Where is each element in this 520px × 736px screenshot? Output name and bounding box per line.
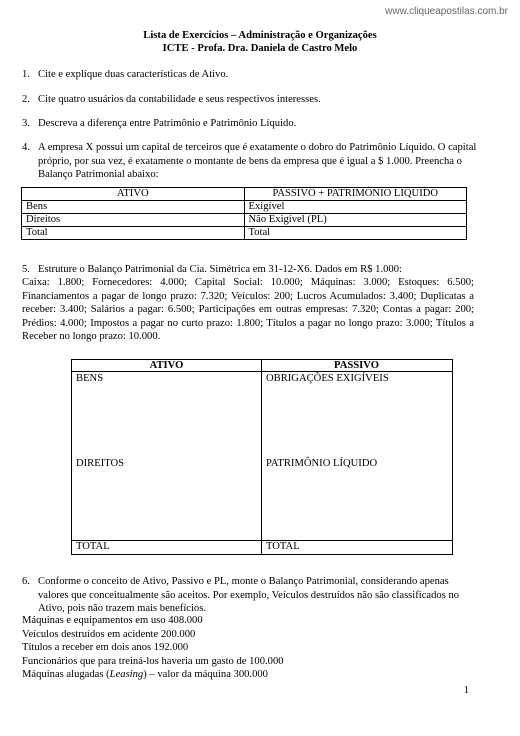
question-number: 3. bbox=[22, 118, 30, 129]
question-5 bbox=[22, 263, 478, 277]
question-text: A empresa X possui um capital de terceiros que é exatamente o dobro do Patrimônio Líquido. O capital próprio, por sua vez, é exatamente o montante de bens da empresa que é igual a $ 1.000. Preencha o Balanço Patrimonial abaixo: bbox=[38, 142, 477, 180]
question-text: Descreva a diferença entre Patrimônio e Patrimônio Líquido. bbox=[38, 118, 297, 129]
list-item: Títulos a receber em dois anos 192.000 bbox=[22, 642, 189, 653]
table-row bbox=[22, 201, 467, 214]
table-cell: Exigível bbox=[244, 201, 467, 214]
table-header-ativo: ATIVO bbox=[22, 188, 245, 201]
list-item: Máquinas e equipamentos em uso 408.000 bbox=[22, 615, 203, 626]
question-number: 6. bbox=[22, 576, 30, 587]
question-6 bbox=[22, 575, 478, 616]
table-cell-total-left: TOTAL bbox=[76, 541, 110, 552]
list-item-italic: Leasing bbox=[109, 669, 144, 680]
question-number: 1. bbox=[22, 69, 30, 80]
question-3 bbox=[22, 117, 478, 131]
table-cell: Total bbox=[244, 227, 467, 240]
table-cell: Direitos bbox=[22, 214, 245, 227]
document-header bbox=[0, 29, 520, 55]
question-number: 4. bbox=[22, 142, 30, 153]
question-text: Conforme o conceito de Ativo, Passivo e PL, monte o Balanço Patrimonial, considerando apenas valores que conceitualmente são aceitos. Por exemplo, Veículos destruídos não são classificados no Ativo, pois não trazem mais benefícios. bbox=[38, 576, 460, 614]
header-title: Lista de Exercícios – Administração e Organizações bbox=[143, 30, 377, 41]
question-4 bbox=[22, 141, 478, 182]
table-cell: Total bbox=[22, 227, 245, 240]
table-cell: Bens bbox=[22, 201, 245, 214]
table-divider-vertical bbox=[261, 360, 262, 554]
question-number: 5. bbox=[22, 264, 30, 275]
list-item-text: Máquinas alugadas ( bbox=[22, 669, 110, 680]
table-divider-total bbox=[72, 540, 452, 541]
table-cell-total-right: TOTAL bbox=[266, 541, 300, 552]
question-6-items bbox=[22, 614, 482, 682]
question-intro: Estruture o Balanço Patrimonial da Cia. Simétrica em 31-12-X6. Dados em R$ 1.000: bbox=[38, 264, 402, 275]
header-subtitle: ICTE - Profa. Dra. Daniela de Castro Melo bbox=[162, 43, 358, 54]
table-cell-bens: BENS bbox=[76, 373, 104, 384]
table-row bbox=[22, 227, 467, 240]
table-row bbox=[22, 214, 467, 227]
balance-sheet-table-2 bbox=[71, 359, 453, 555]
table-header-row bbox=[22, 188, 467, 201]
table-cell-obrigacoes: OBRIGAÇÕES EXIGÍVEIS bbox=[266, 373, 389, 384]
list-item: Veículos destruídos em acidente 200.000 bbox=[22, 628, 196, 640]
table-cell-pl: PATRIMÔNIO LÍQUIDO bbox=[266, 458, 378, 469]
list-item-text: ) – valor da máquina 300.000 bbox=[143, 669, 268, 680]
site-watermark: www.cliqueapostilas.com.br bbox=[385, 6, 508, 17]
table-header-passivo: PASSIVO bbox=[334, 360, 379, 371]
table-header-passivo: PASSIVO + PATRIMÔNIO LÍQUIDO bbox=[244, 188, 467, 201]
question-2 bbox=[22, 93, 478, 107]
table-header-ativo: ATIVO bbox=[149, 360, 184, 371]
table-cell-direitos: DIREITOS bbox=[76, 458, 125, 469]
question-1 bbox=[22, 68, 478, 82]
question-text: Cite e explique duas características de Ativo. bbox=[38, 69, 229, 80]
list-item: Funcionários que para treiná-los haveria um gasto de 100.000 bbox=[22, 655, 284, 667]
balance-sheet-table-1 bbox=[21, 187, 467, 240]
question-5-data: Caixa: 1.800; Fornecedores: 4.000; Capital Social: 10.000; Máquinas: 3.000; Estoques: 6.500; Financiamentos a pagar de longo prazo: 7.320; Veículos: 200; Lucros Acumulados: 3.400; Duplicatas a receber: 3.400; Salários a pagar: 6.500; Participações em outras empresas: 7.320; Contas a pagar: 200; Prédios: 4.000; Impostos a pagar no curto prazo: 1.800; Títulos a pagar no longo prazo: 3.000; Títulos a Receber no longo prazo: 10.000. bbox=[22, 277, 474, 342]
list-item bbox=[22, 668, 482, 682]
question-text: Cite quatro usuários da contabilidade e seus respectivos interesses. bbox=[38, 94, 321, 105]
page-number: 1 bbox=[463, 685, 469, 696]
table-cell: Não Exigível (PL) bbox=[244, 214, 467, 227]
question-number: 2. bbox=[22, 94, 30, 105]
